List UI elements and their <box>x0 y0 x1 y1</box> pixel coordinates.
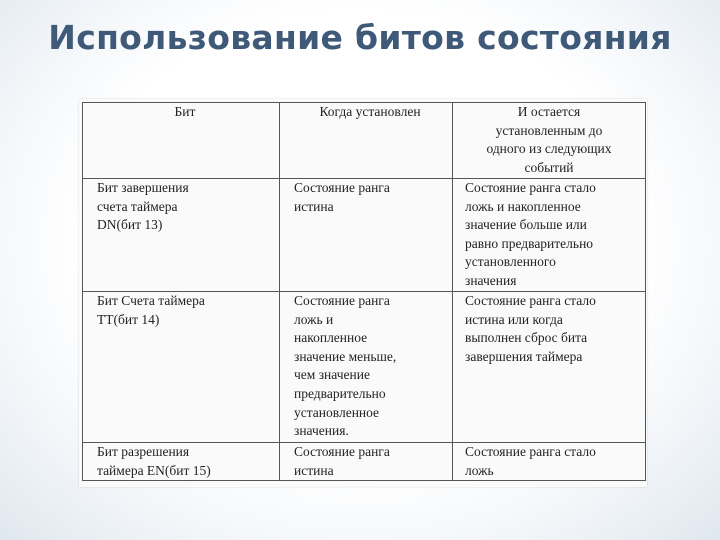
table-cell <box>453 443 646 481</box>
table-cell <box>453 179 646 292</box>
cell-text: Состояние ранга стало истина или когда выполнен сброс бита завершения таймера <box>465 293 596 364</box>
cell-text: Состояние ранга ложь и накопленное значение меньше, чем значение предварительно установленное значения. <box>294 293 397 439</box>
table-cell <box>83 443 280 481</box>
status-bits-table-container <box>79 99 647 487</box>
header-text: Когда установлен <box>319 104 421 119</box>
cell-text: Бит Счета таймера ТТ(бит 14) <box>97 293 205 327</box>
cell-text: Состояние ранга стало ложь <box>465 444 596 478</box>
cell-text: Бит завершения счета таймера DN(бит 13) <box>97 180 189 233</box>
cell-text: Состояние ранга истина <box>294 180 390 214</box>
header-cell-remains-set <box>453 103 646 179</box>
header-cell-when-set <box>280 103 453 179</box>
status-bits-table <box>82 102 646 481</box>
header-text: Бит <box>174 104 196 119</box>
table-cell <box>280 292 453 443</box>
table-row <box>83 179 646 292</box>
table-row <box>83 443 646 481</box>
slide-title: Использование битов состояния <box>48 18 672 57</box>
cell-text: Бит разрешения таймера EN(бит 15) <box>97 444 211 478</box>
table-cell <box>453 292 646 443</box>
table-cell <box>83 292 280 443</box>
table-header-row <box>83 103 646 179</box>
cell-text: Состояние ранга истина <box>294 444 390 478</box>
table-cell <box>280 443 453 481</box>
header-cell-bit <box>83 103 280 179</box>
table-cell <box>83 179 280 292</box>
cell-text: Состояние ранга стало ложь и накопленное значение больше или равно предварительно установленного значения <box>465 180 596 288</box>
header-text: И остается установленным до одного из следующих событий <box>486 104 612 175</box>
table-row <box>83 292 646 443</box>
table-cell <box>280 179 453 292</box>
